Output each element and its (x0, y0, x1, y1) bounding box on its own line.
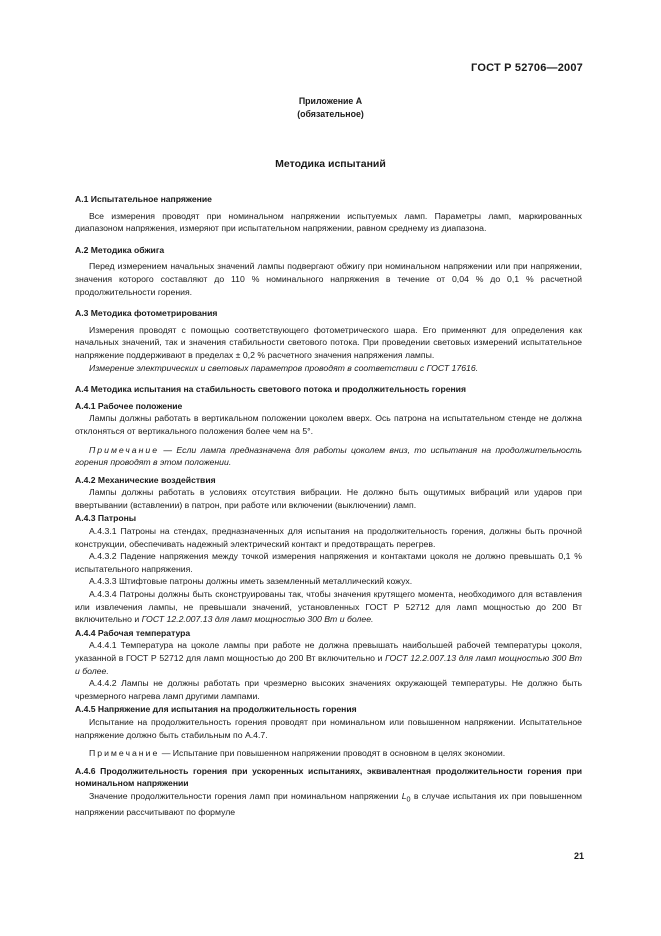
paragraph (75, 790, 582, 819)
paragraph: А.4.3.1 Патроны на стендах, предназначенных для испытания на продолжительность горения, должны быть прочной конструкции, обеспечивать надежный электрический контакт и предотвращать перегрев. (75, 526, 582, 549)
paragraph: А.4.4.2 Лампы не должны работать при чрезмерно высоких значениях окружающей температуры. Не должно быть чрезмерного нагрева ламп другими лампами. (75, 678, 582, 701)
note (75, 444, 582, 469)
subsection-heading: А.4.6 Продолжительность горения при ускоренных испытаниях, эквивалентная продолжительности горения при номинальном напряжении (75, 765, 582, 789)
subsection-heading: А.4.4 Рабочая температура (75, 627, 191, 638)
paragraph: Измерения проводят с помощью соответствующего фотометрического шара. Его применяют для определения как начальных значений, так и значения стабильности светового потока. При проведении световых измерений испытательное напряжение поддерживают в пределах ± 0,2 % расчетного значения напряжения лампы. (75, 324, 582, 360)
paragraph: Испытание на продолжительность горения проводят при номинальном или повышенном напряжении. Испытательное напряжение должно быть стабильным по А.4.7. (75, 716, 582, 740)
formula-subscript: 0 (406, 794, 411, 804)
section-heading: А.3 Методика фотометрирования (75, 308, 218, 319)
note-label: Примечание (89, 748, 160, 759)
note (75, 747, 582, 760)
page-number: 21 (573, 851, 584, 861)
section-heading: А.1 Испытательное напряжение (75, 194, 212, 204)
paragraph-text: в случае испытания их при повышенном напряжении рассчитывают по формуле (75, 790, 583, 818)
section-heading: А.2 Методика обжига (75, 244, 165, 255)
note-text: — Если лампа предназначена для работы цоколем вниз, то испытания на продолжительность горения проводят в этом положении. (75, 444, 582, 468)
document-body (75, 193, 582, 819)
standard-reference: ГОСТ 12.2.007.13 для ламп мощностью 300 Вт и более. (141, 614, 374, 625)
paragraph: Перед измерением начальных значений лампы подвергают обжигу при номинальном напряжении или при напряжении, значения которого составляют до 110 % номинального напряжения в течение от 0,04 % до 0,1 % расчетной продолжительности горения. (75, 261, 582, 297)
paragraph (75, 588, 582, 626)
subsection-heading: А.4.2 Механические воздействия (75, 474, 216, 485)
paragraph: А.4.3.2 Падение напряжения между точкой измерения напряжения и контактами цоколя не должно превышать 0,1 % испытательного напряжения. (75, 551, 582, 574)
annex-title: Приложение А (298, 96, 363, 106)
paragraph (75, 639, 582, 677)
paragraph-text: Значение продолжительности горения ламп при номинальном напряжении (89, 790, 402, 801)
paragraph: Лампы должны работать в вертикальном положении цоколем вверх. Ось патрона на испытательном стенде не должна отклоняться от вертикального положения более чем на 5°. (75, 413, 582, 436)
page-title: Методика испытаний (275, 158, 386, 170)
subsection-heading: А.4.3 Патроны (75, 513, 137, 524)
annex-status: (обязательное) (297, 109, 364, 119)
note-text: — Испытание при повышенном напряжении проводят в основном в целях экономии. (159, 748, 506, 759)
section-heading: А.4 Методика испытания на стабильность светового потока и продолжительность горения (75, 384, 466, 395)
formula-symbol: L (401, 790, 407, 801)
subsection-heading: А.4.5 Напряжение для испытания на продолжительность горения (75, 704, 357, 715)
subsection-heading: А.4.1 Рабочее положение (75, 400, 183, 411)
paragraph: Все измерения проводят при номинальном напряжении испытуемых ламп. Параметры ламп, маркированных диапазоном напряжения, измеряют при испытательном напряжении, равном среднему из диапазона. (75, 210, 582, 234)
paragraph-italic: Измерение электрических и световых параметров проводят в соответствии с ГОСТ 17616. (89, 362, 479, 373)
paragraph: Лампы должны работать в условиях отсутствия вибрации. Не должно быть ощутимых вибраций или ударов при ввертывании (вставлении) в патрон, при работе или включении (выключении) ламп. (75, 487, 582, 510)
standard-reference: ГОСТ 12.2.007.13 для ламп мощностью 300 Вт и более. (75, 653, 582, 676)
document-code: ГОСТ Р 52706—2007 (471, 62, 583, 74)
paragraph-text: А.4.4.1 Температура на цоколе лампы при работе не должна превышать наибольшей рабочей температуры цоколя, указанной в ГОСТ Р 52712 для ламп мощностью до 200 Вт включительно и (75, 640, 582, 663)
paragraph-text: А.4.3.4 Патроны должны быть сконструированы так, чтобы значения крутящего момента, необходимого для вставления или извлечения лампы, не превышали значений, установленных ГОСТ Р 52712 для ламп мощностью до 200 Вт включительно и (75, 589, 582, 625)
annex-heading (0, 95, 661, 121)
note-label: Примечание (89, 444, 160, 455)
paragraph: А.4.3.3 Штифтовые патроны должны иметь заземленный металлический кожух. (89, 576, 413, 587)
